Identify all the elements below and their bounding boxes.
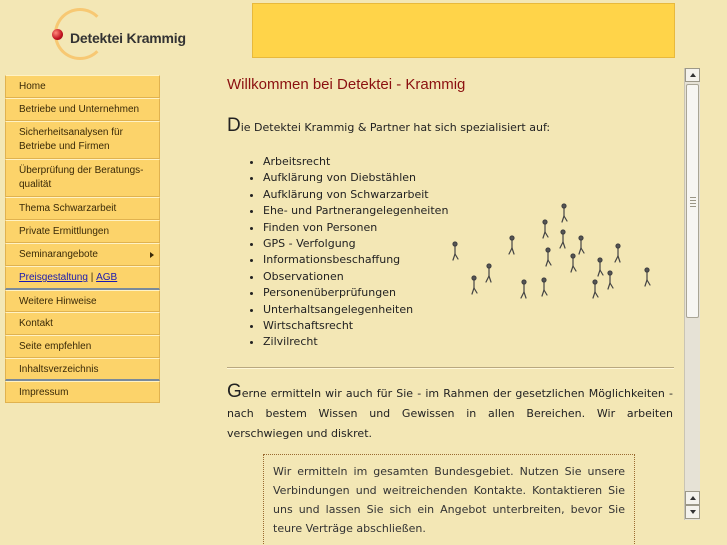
people-illustration <box>442 198 662 308</box>
scroll-up-button[interactable] <box>685 68 700 82</box>
list-item: • Personenüberprüfungen <box>263 285 448 301</box>
person-figure <box>593 280 598 298</box>
nav-empfehlen[interactable] <box>5 335 160 358</box>
person-figure <box>562 204 567 222</box>
person-figure <box>521 280 526 298</box>
person-figure <box>608 271 613 289</box>
person-figure <box>645 268 650 286</box>
person-figure <box>486 264 491 282</box>
list-item: • Aufklärung von Schwarzarbeit <box>263 187 448 203</box>
nav-sicherheit[interactable] <box>5 121 160 159</box>
nav-empfehlen-label: Seite empfehlen <box>19 341 92 352</box>
nav-impressum[interactable] <box>5 381 160 403</box>
header-banner <box>252 3 675 58</box>
person-figure <box>579 236 584 254</box>
intro-text <box>227 115 550 137</box>
list-item: • Zilvilrecht <box>263 334 448 350</box>
list-item: • Observationen <box>263 269 448 285</box>
main-content <box>227 68 674 545</box>
person-figure <box>546 248 551 266</box>
nav-private-label: Private Ermittlungen <box>19 226 110 237</box>
person-figure <box>472 276 477 294</box>
list-item: • Finden von Personen <box>263 220 448 236</box>
logo-text: Detektei Krammig <box>70 30 186 46</box>
nav-kontakt-label: Kontakt <box>19 318 53 329</box>
chevron-down-icon <box>690 510 696 514</box>
services-list <box>249 154 448 351</box>
list-item: • Aufklärung von Diebstählen <box>263 170 448 186</box>
nav-seminar-label: Seminarangebote <box>19 249 98 260</box>
nav-ueberpruefung-label: Überprüfung der Beratungs-qualität <box>19 165 144 190</box>
nav-separator: | <box>87 272 97 283</box>
nav-sicherheit-label: Sicherheitsanalysen für Betriebe und Firmen <box>19 127 123 152</box>
list-item: • Unterhaltsangelegenheiten <box>263 302 448 318</box>
site-logo[interactable] <box>50 8 200 66</box>
nav-preis-agb <box>5 266 160 290</box>
submenu-arrow-icon <box>150 252 154 258</box>
nav-hinweise-label: Weitere Hinweise <box>19 295 97 307</box>
nav-betriebe[interactable] <box>5 98 160 121</box>
scroll-down-button[interactable] <box>685 505 700 519</box>
person-figure <box>542 278 547 296</box>
nav-inhalt-label: Inhaltsverzeichnis <box>19 363 99 375</box>
content-divider <box>227 367 674 369</box>
nav-home[interactable] <box>5 75 160 98</box>
nav-preis-link[interactable]: Preisgestaltung <box>19 272 88 283</box>
nav-private[interactable] <box>5 220 160 243</box>
info-box: Wir ermitteln im gesamten Bundesgebiet. Nutzen Sie unsere Verbindungen und weitreichenden Kontakte. Kontaktieren Sie uns und lassen Sie sich ein Angebot unterbreiten, bevor Sie teure Verträge abschließen. <box>263 454 635 545</box>
person-figure <box>543 220 548 238</box>
scroll-up-button-lower[interactable] <box>685 491 700 505</box>
para-dropcap: G <box>227 381 242 402</box>
intro-rest: ie Detektei Krammig & Partner hat sich spezialisiert auf: <box>240 121 551 134</box>
grip-icon <box>690 197 696 209</box>
nav-impressum-label: Impressum <box>19 386 69 398</box>
nav-betriebe-label: Betriebe und Unternehmen <box>19 104 140 115</box>
scroll-thumb[interactable] <box>686 84 699 318</box>
nav-agb-link[interactable]: AGB <box>96 272 118 283</box>
list-item: • Arbeitsrecht <box>263 154 448 170</box>
person-figure <box>615 244 620 262</box>
person-figure <box>509 236 514 254</box>
nav-schwarzarbeit-label: Thema Schwarzarbeit <box>19 203 117 214</box>
para-rest: erne ermitteln wir auch für Sie - im Rahmen der gesetzlichen Möglichkeiten - nach bestem Wissen und Gewissen in allen Bereichen. Wir arbeiten verschwiegen und diskret. <box>227 387 673 440</box>
description-paragraph <box>227 382 673 444</box>
list-item: • Wirtschaftsrecht <box>263 318 448 334</box>
chevron-up-icon <box>690 73 696 77</box>
person-figure <box>453 242 458 260</box>
list-item: • Informationsbeschaffung <box>263 252 448 268</box>
intro-dropcap: D <box>227 115 241 136</box>
person-figure <box>560 230 565 248</box>
person-figure <box>598 258 603 276</box>
person-figure <box>571 254 576 272</box>
nav-hinweise[interactable] <box>5 290 160 312</box>
nav-home-label: Home <box>19 81 46 92</box>
list-item: • GPS - Verfolgung <box>263 236 448 252</box>
nav-inhalt[interactable] <box>5 358 160 381</box>
sidebar-nav <box>5 75 160 403</box>
page-title: Willkommen bei Detektei - Krammig <box>227 76 466 93</box>
chevron-up-icon <box>690 496 696 500</box>
nav-ueberpruefung[interactable] <box>5 159 160 197</box>
list-item: • Ehe- und Partnerangelegenheiten <box>263 203 448 219</box>
content-scrollbar[interactable] <box>684 68 700 520</box>
logo-dot-icon <box>52 29 63 40</box>
nav-seminar[interactable] <box>5 243 160 266</box>
nav-kontakt[interactable] <box>5 312 160 335</box>
nav-schwarzarbeit[interactable] <box>5 197 160 220</box>
